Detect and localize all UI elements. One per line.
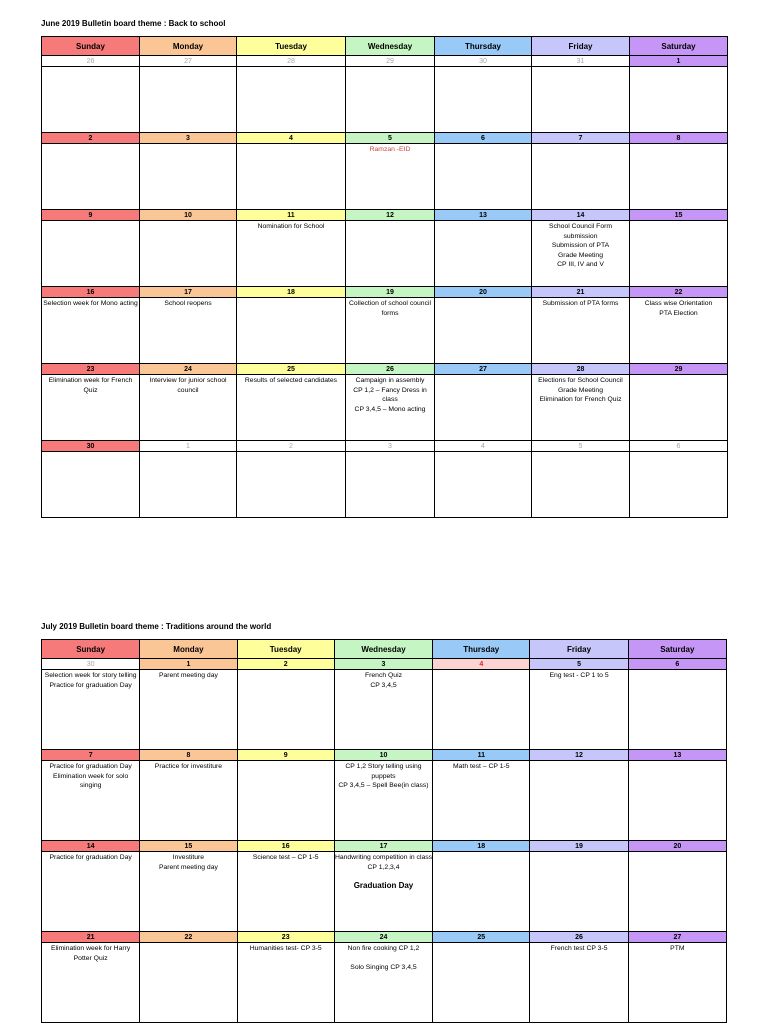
day-cell — [433, 670, 530, 750]
day-cell — [346, 298, 435, 364]
event-text: Elimination week for solo singing — [53, 772, 129, 790]
event-text: French test CP 3-5 — [550, 945, 608, 952]
day-cell — [334, 761, 432, 841]
spacer — [335, 954, 432, 963]
date-number: 6 — [435, 133, 532, 144]
date-number: 2 — [237, 659, 334, 670]
event-text: Nomination for School — [257, 223, 325, 230]
day-cell — [237, 943, 334, 1023]
date-number: 29 — [630, 364, 728, 375]
event-text: PTM — [670, 945, 685, 952]
event-text: Solo Singing CP 3,4,5 — [350, 963, 417, 971]
day-cell — [42, 852, 140, 932]
date-number: 4 — [435, 441, 532, 452]
day-cell — [630, 67, 728, 133]
date-number: 1 — [140, 659, 237, 670]
day-header-sunday: Sunday — [42, 640, 140, 659]
date-number: 31 — [532, 56, 630, 67]
date-number: 21 — [42, 932, 140, 943]
day-cell — [346, 221, 435, 287]
july-calendar-title: July 2019 Bulletin board theme : Traditions around the world — [41, 622, 272, 631]
date-number: 28 — [532, 364, 630, 375]
date-number: 10 — [334, 750, 432, 761]
date-number: 3 — [334, 659, 432, 670]
day-header-monday: Monday — [140, 640, 237, 659]
date-number: 22 — [140, 932, 237, 943]
day-cell — [630, 452, 728, 518]
day-cell — [532, 67, 630, 133]
date-number: 25 — [237, 364, 346, 375]
event-text: Elimination for French Quiz — [539, 396, 622, 404]
event-text: School Council Form submission — [548, 223, 613, 240]
date-number: 13 — [435, 210, 532, 221]
date-number: 21 — [532, 287, 630, 298]
day-cell — [628, 943, 726, 1023]
day-header-tuesday: Tuesday — [237, 640, 334, 659]
date-number: 27 — [140, 56, 237, 67]
event-text: Humanities test- CP 3-5 — [249, 945, 322, 952]
event-text: Investiture — [172, 854, 205, 861]
day-header-sunday: Sunday — [42, 37, 140, 56]
date-number: 17 — [334, 841, 432, 852]
date-number: 18 — [237, 287, 346, 298]
event-text: Parent meeting day — [158, 672, 218, 679]
date-number: 13 — [628, 750, 726, 761]
date-number: 11 — [237, 210, 346, 221]
event-text: Science test – CP 1-5 — [252, 854, 319, 861]
day-cell — [42, 144, 140, 210]
event-text: CP 3,4,5 – Mono acting — [354, 405, 426, 413]
day-header-saturday: Saturday — [630, 37, 728, 56]
date-number: 25 — [433, 932, 530, 943]
date-number: 17 — [140, 287, 237, 298]
date-number: 1 — [630, 56, 728, 67]
june-calendar-grid — [41, 36, 728, 518]
event-text: Elimination week for French Quiz — [48, 377, 133, 394]
date-number: 26 — [346, 364, 435, 375]
event-text: Practice for graduation Day — [49, 681, 132, 689]
event-text: Elections for School Council — [538, 377, 623, 384]
date-number: 18 — [433, 841, 530, 852]
date-number: 26 — [42, 56, 140, 67]
day-cell — [140, 375, 237, 441]
event-text: Eng test - CP 1 to 5 — [549, 672, 609, 679]
day-cell — [237, 761, 334, 841]
date-number: 5 — [532, 441, 630, 452]
day-header-wednesday: Wednesday — [346, 37, 435, 56]
date-number: 3 — [346, 441, 435, 452]
event-text: CP 1,2 Story telling using puppets — [345, 763, 422, 780]
event-text: CP III, IV and V — [557, 261, 604, 269]
date-number: 16 — [237, 841, 334, 852]
day-cell — [628, 670, 726, 750]
event-text: Class wise Orientation — [644, 300, 713, 307]
day-cell — [140, 943, 237, 1023]
day-cell — [237, 67, 346, 133]
event-text: Parent meeting day — [158, 863, 218, 871]
event-text: Submission of PTA — [551, 242, 610, 250]
event-text: Elimination week for Harry Potter Quiz — [50, 945, 131, 962]
day-cell — [42, 221, 140, 287]
date-number: 4 — [237, 133, 346, 144]
day-header-friday: Friday — [532, 37, 630, 56]
event-text: Selection week for story telling — [44, 672, 137, 679]
date-number: 16 — [42, 287, 140, 298]
day-cell — [435, 298, 532, 364]
day-cell — [433, 852, 530, 932]
day-cell — [435, 221, 532, 287]
event-text: Handwriting competition in class CP 1,2,3,4 — [334, 854, 433, 871]
day-cell — [628, 852, 726, 932]
event-text: CP 1,2 – Fancy Dress in class — [353, 386, 427, 404]
event-text: Campaign in assembly — [355, 377, 425, 384]
date-number: 9 — [42, 210, 140, 221]
day-cell — [140, 298, 237, 364]
day-cell — [140, 761, 237, 841]
day-cell — [42, 943, 140, 1023]
date-number: 20 — [628, 841, 726, 852]
date-number: 8 — [630, 133, 728, 144]
day-cell — [334, 943, 432, 1023]
date-number: 22 — [630, 287, 728, 298]
date-number: 19 — [530, 841, 628, 852]
date-number: 29 — [346, 56, 435, 67]
date-number: 6 — [628, 659, 726, 670]
day-cell — [532, 144, 630, 210]
day-cell — [346, 452, 435, 518]
date-number: 14 — [532, 210, 630, 221]
day-cell — [628, 761, 726, 841]
event-text: PTA Election — [659, 309, 698, 317]
day-cell — [435, 144, 532, 210]
july-calendar-grid — [41, 639, 727, 1023]
day-cell — [532, 452, 630, 518]
day-cell — [346, 67, 435, 133]
day-header-monday: Monday — [140, 37, 237, 56]
day-header-friday: Friday — [530, 640, 628, 659]
day-cell — [140, 452, 237, 518]
day-cell — [530, 761, 628, 841]
date-number: 23 — [237, 932, 334, 943]
event-text: CP 3,4,5 — [370, 681, 397, 689]
day-cell — [530, 670, 628, 750]
date-number: 24 — [140, 364, 237, 375]
date-number: 15 — [630, 210, 728, 221]
date-number-highlighted: 4 — [433, 659, 530, 670]
date-number: 12 — [346, 210, 435, 221]
date-number: 27 — [435, 364, 532, 375]
event-text: Grade Meeting — [558, 251, 603, 259]
date-number: 2 — [42, 133, 140, 144]
event-text: Grade Meeting — [558, 386, 603, 394]
date-number: 2 — [237, 441, 346, 452]
date-number: 11 — [433, 750, 530, 761]
event-text: Collection of school council forms — [349, 300, 431, 317]
day-cell — [435, 452, 532, 518]
day-cell — [530, 852, 628, 932]
date-number: 20 — [435, 287, 532, 298]
event-text: Interview for junior school council — [149, 377, 227, 394]
date-number: 7 — [532, 133, 630, 144]
date-number: 9 — [237, 750, 334, 761]
day-cell — [237, 375, 346, 441]
date-number: 30 — [42, 441, 140, 452]
day-cell — [435, 67, 532, 133]
date-number: 15 — [140, 841, 237, 852]
day-cell — [630, 375, 728, 441]
date-number: 30 — [42, 659, 140, 670]
day-cell — [237, 221, 346, 287]
date-number: 6 — [630, 441, 728, 452]
day-cell — [42, 298, 140, 364]
date-number: 27 — [628, 932, 726, 943]
date-number: 24 — [334, 932, 432, 943]
day-cell — [140, 221, 237, 287]
day-cell — [532, 221, 630, 287]
day-cell — [237, 852, 334, 932]
day-cell — [433, 761, 530, 841]
event-text: School reopens — [164, 300, 212, 307]
day-cell — [42, 670, 140, 750]
holiday-label: Ramzan -EID — [369, 146, 411, 153]
day-cell — [140, 852, 237, 932]
day-cell — [530, 943, 628, 1023]
graduation-day-label: Graduation Day — [353, 881, 414, 891]
date-number: 19 — [346, 287, 435, 298]
date-number: 3 — [140, 133, 237, 144]
date-number: 5 — [346, 133, 435, 144]
day-cell — [42, 375, 140, 441]
day-header-saturday: Saturday — [628, 640, 726, 659]
day-cell — [42, 761, 140, 841]
date-number: 14 — [42, 841, 140, 852]
event-text: CP 3,4,5 – Spell Bee(in class) — [338, 782, 429, 790]
event-text: Practice for graduation Day — [49, 763, 132, 770]
day-cell — [435, 375, 532, 441]
day-header-thursday: Thursday — [435, 37, 532, 56]
day-cell — [237, 144, 346, 210]
day-header-wednesday: Wednesday — [334, 640, 432, 659]
day-cell — [630, 298, 728, 364]
june-calendar-title: June 2019 Bulletin board theme : Back to school — [41, 19, 226, 28]
date-number: 1 — [140, 441, 237, 452]
day-cell — [42, 67, 140, 133]
event-text: Results of selected candidates — [244, 377, 338, 384]
day-cell — [140, 144, 237, 210]
event-text: Submission of PTA forms — [542, 300, 619, 307]
day-cell — [140, 670, 237, 750]
date-number: 5 — [530, 659, 628, 670]
day-cell — [237, 298, 346, 364]
event-text: Non fire cooking CP 1,2 — [347, 945, 420, 952]
date-number: 10 — [140, 210, 237, 221]
date-number: 26 — [530, 932, 628, 943]
day-cell — [433, 943, 530, 1023]
date-number: 23 — [42, 364, 140, 375]
day-header-tuesday: Tuesday — [237, 37, 346, 56]
event-text: Practice for investiture — [154, 763, 223, 770]
day-cell — [42, 452, 140, 518]
day-header-thursday: Thursday — [433, 640, 530, 659]
day-cell — [630, 144, 728, 210]
date-number: 30 — [435, 56, 532, 67]
date-number: 8 — [140, 750, 237, 761]
day-cell — [237, 670, 334, 750]
date-number: 28 — [237, 56, 346, 67]
event-text: Practice for graduation Day — [49, 854, 132, 861]
day-cell — [346, 144, 435, 210]
day-cell — [140, 67, 237, 133]
day-cell — [334, 670, 432, 750]
event-text: Selection week for Mono acting — [43, 300, 138, 307]
date-number: 12 — [530, 750, 628, 761]
day-cell — [346, 375, 435, 441]
date-number: 7 — [42, 750, 140, 761]
day-cell — [334, 852, 432, 932]
event-text: French Quiz — [364, 672, 402, 679]
day-cell — [237, 452, 346, 518]
day-cell — [630, 221, 728, 287]
event-text: Math test – CP 1-5 — [452, 763, 510, 770]
day-cell — [532, 375, 630, 441]
day-cell — [532, 298, 630, 364]
